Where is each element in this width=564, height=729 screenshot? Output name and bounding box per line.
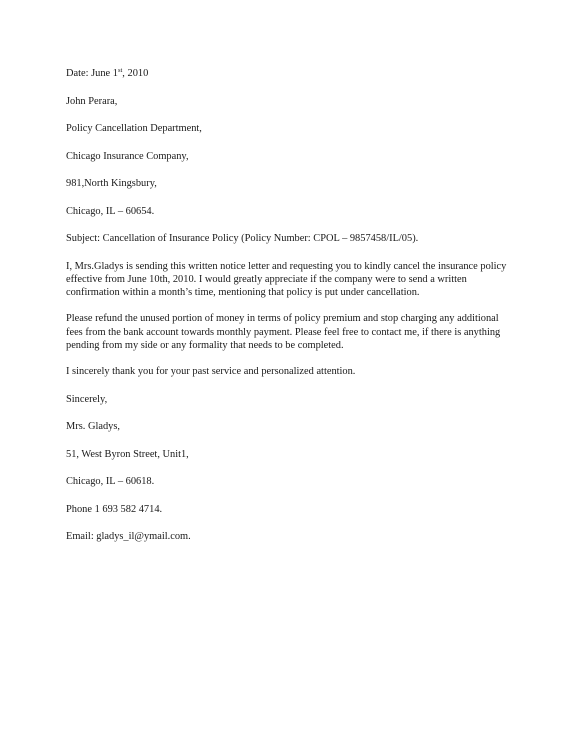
recipient-department: Policy Cancellation Department, [66, 123, 202, 134]
date-prefix: Date: June 1 [66, 68, 118, 79]
date-ordinal-suffix: st [117, 67, 123, 74]
paragraph-cancellation-request [66, 260, 506, 300]
date-suffix: , 2010 [122, 68, 149, 79]
recipient-city: Chicago, IL – 60654. [66, 205, 155, 217]
sender-phone: Phone 1 693 582 4714. [66, 503, 163, 515]
paragraph-line: I, Mrs.Gladys is sending this written notice letter and requesting you to kindly cancel the insurance policy [66, 260, 507, 272]
recipient-street: 981,North Kingsbury, [66, 178, 157, 189]
paragraph-line: Please refund the unused portion of money in terms of policy premium and stop charging any additional [66, 313, 499, 325]
recipient-name: John Perara, [66, 95, 118, 107]
closing-line: Sincerely, [66, 393, 108, 405]
sender-city: Chicago, IL – 60618. [66, 476, 155, 488]
sender-street: 51, West Byron Street, Unit1, [66, 448, 189, 460]
letter-date [66, 67, 506, 80]
paragraph-line: confirmation within a month’s time, mentioning that policy is put under cancellation. [66, 286, 420, 298]
letter-body [66, 67, 506, 558]
sender-email: Email: gladys_il@ymail.com. [66, 531, 191, 543]
thanks-line: I sincerely thank you for your past service and personalized attention. [66, 366, 356, 378]
paragraph-line: effective from June 10th, 2010. I would greatly appreciate if the company were to send a written [66, 273, 467, 285]
paragraph-refund-request [66, 312, 506, 352]
recipient-company: Chicago Insurance Company, [66, 150, 189, 162]
letter-subject: Subject: Cancellation of Insurance Policy (Policy Number: CPOL – 9857458/IL/05). [66, 233, 419, 244]
sender-name: Mrs. Gladys, [66, 421, 120, 433]
paragraph-line: fees from the bank account towards monthly payment. Please feel free to contact me, if there is anything [66, 326, 501, 338]
paragraph-line: pending from my side or any formality that needs to be completed. [66, 339, 344, 351]
